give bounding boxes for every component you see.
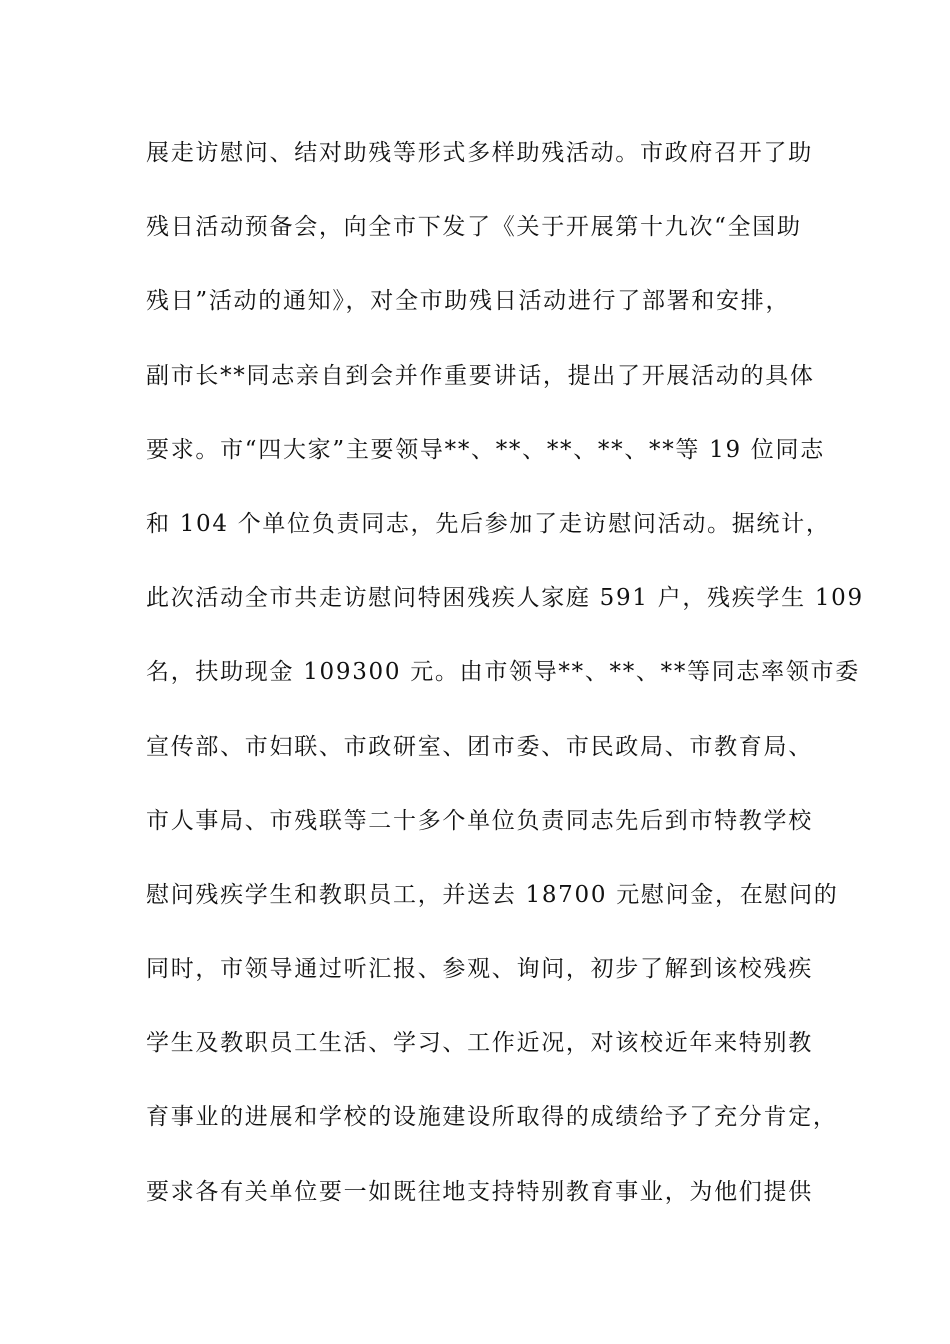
text-line-14: 育事业的进展和学校的设施建设所取得的成绩给予了充分肯定， bbox=[146, 1104, 838, 1131]
body-paragraph bbox=[146, 133, 864, 1246]
text-line-12: 同时，市领导通过听汇报、参观、询问，初步了解到该校残疾 bbox=[146, 956, 813, 983]
text-line-8: 名，扶助现金 109300 元。由市领导**、**、**等同志率领市委 bbox=[146, 659, 860, 686]
text-line-7: 此次活动全市共走访慰问特困残疾人家庭 591 户，残疾学生 109 bbox=[146, 585, 864, 612]
text-line-10: 市人事局、市残联等二十多个单位负责同志先后到市特教学校 bbox=[146, 807, 813, 834]
text-line-9: 宣传部、市妇联、市政研室、团市委、市民政局、市教育局、 bbox=[146, 733, 813, 760]
text-line-2: 残日活动预备会，向全市下发了《关于开展第十九次“全国助 bbox=[146, 214, 802, 241]
text-line-6: 和 104 个单位负责同志，先后参加了走访慰问活动。据统计， bbox=[146, 510, 831, 537]
text-line-15: 要求各有关单位要一如既往地支持特别教育事业，为他们提供 bbox=[146, 1178, 813, 1205]
text-line-3: 残日”活动的通知》，对全市助残日活动进行了部署和安排， bbox=[146, 288, 791, 315]
text-line-4: 副市长**同志亲自到会并作重要讲话，提出了开展活动的具体 bbox=[146, 362, 815, 389]
text-line-1: 展走访慰问、结对助残等形式多样助残活动。市政府召开了助 bbox=[146, 140, 813, 166]
text-line-13: 学生及教职员工生活、学习、工作近况，对该校近年来特别教 bbox=[146, 1030, 813, 1057]
text-line-11: 慰问残疾学生和教职员工，并送去 18700 元慰问金，在慰问的 bbox=[146, 881, 839, 908]
text-line-5: 要求。市“四大家”主要领导**、**、**、**、**等 19 位同志 bbox=[146, 436, 825, 463]
